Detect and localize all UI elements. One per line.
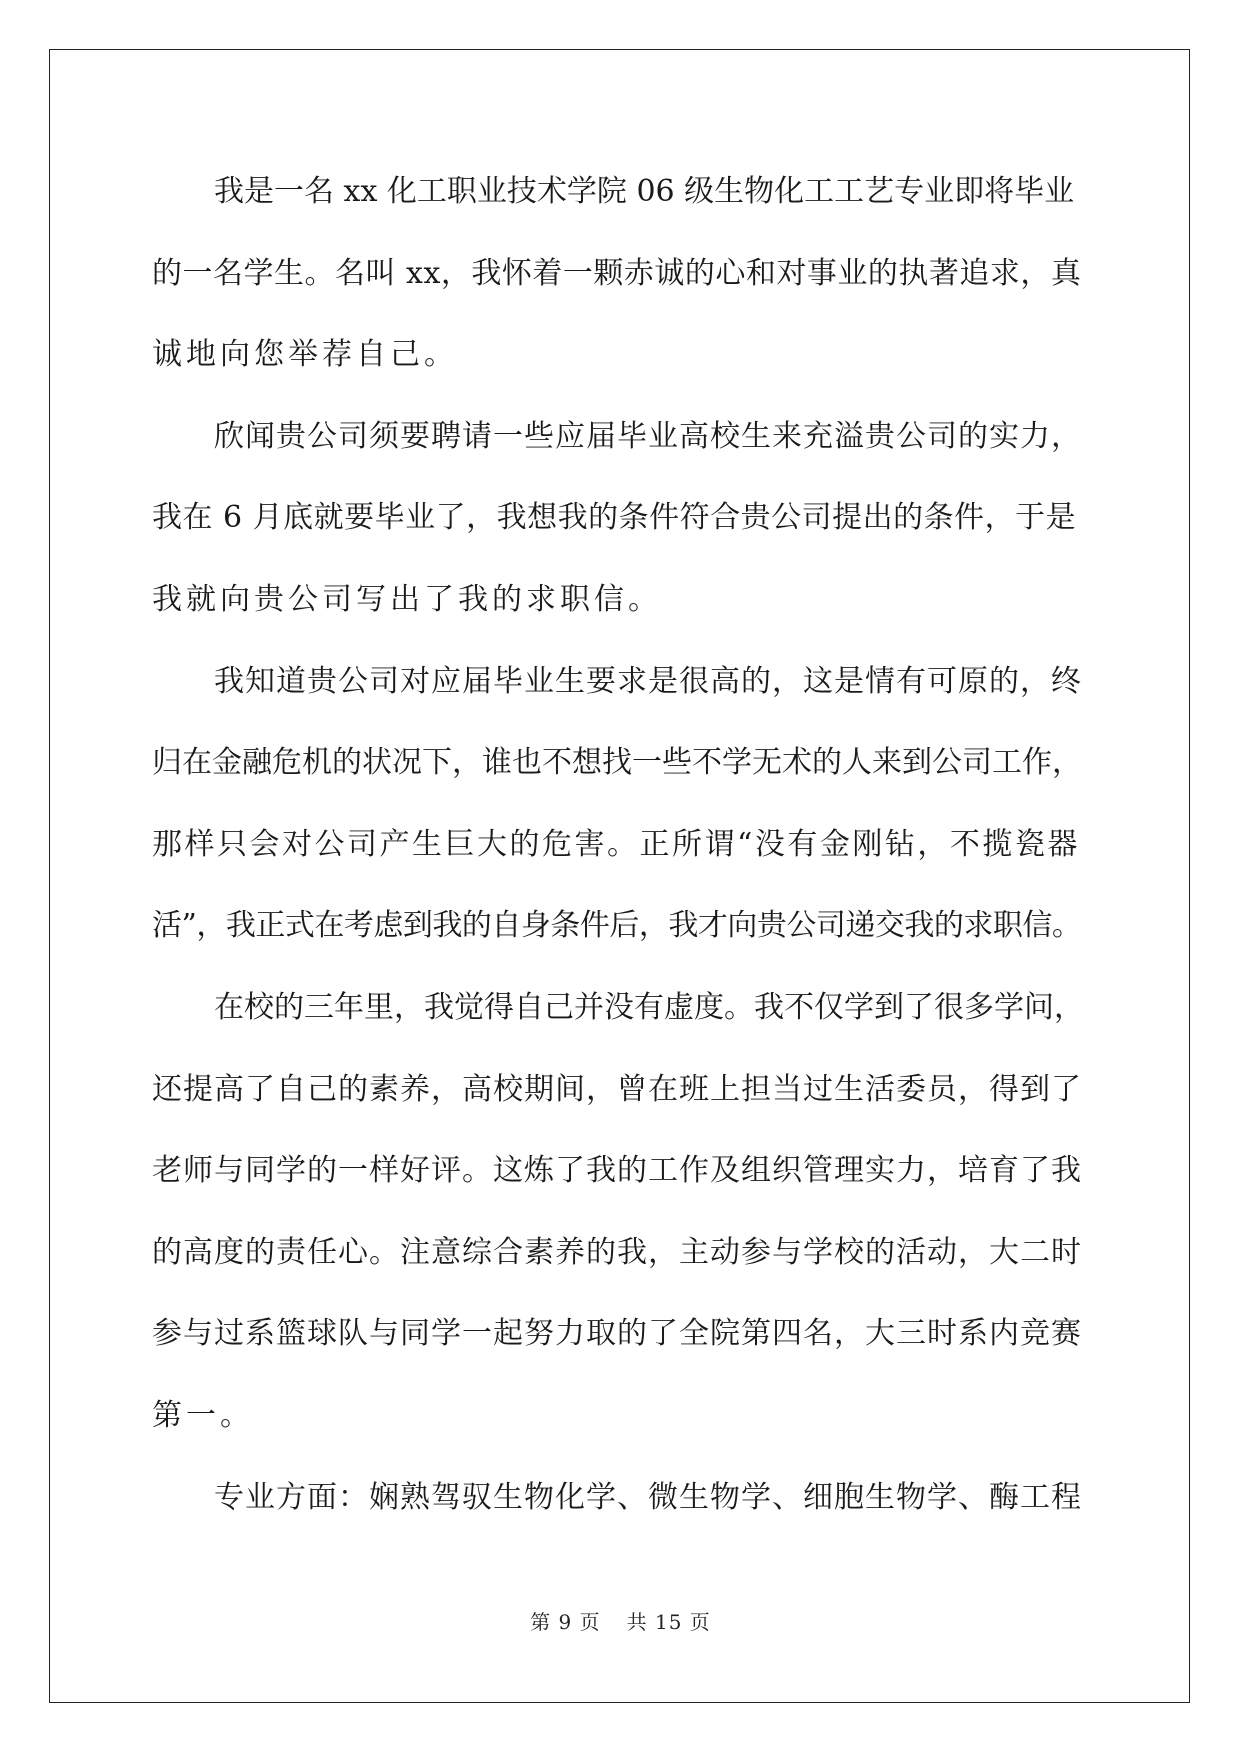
text-line: 专业方面：娴熟驾驭生物化学、微生物学、细胞生物学、酶工程 [214,1479,1082,1515]
document-body [152,160,1088,1547]
page-footer [0,1606,1241,1635]
text-line: 归在金融危机的状况下，谁也不想找一些不学无术的人来到公司工作， [152,745,1082,781]
text-line: 诚地向您举荐自己。 [152,337,458,373]
text-line: 第一。 [152,1397,254,1433]
text-line: 参与过系篮球队与同学一起努力取的了全院第四名，大三时系内竞赛 [152,1316,1082,1352]
text-line: 我在 6 月底就要毕业了，我想我的条件符合贵公司提出的条件，于是 [152,500,1077,536]
text-line: 欣闻贵公司须要聘请一些应届毕业高校生来充溢贵公司的实力， [214,418,1082,454]
page-number-current: 第 9 页 [530,1610,601,1634]
text-line: 在校的三年里，我觉得自己并没有虚度。我不仅学到了很多学问， [214,989,1084,1025]
page-number-total: 共 15 页 [626,1610,711,1634]
text-line: 的高度的责任心。注意综合素养的我，主动参与学校的活动，大二时 [152,1234,1082,1270]
text-line: 活”，我正式在考虑到我的自身条件后，我才向贵公司递交我的求职信。 [152,908,1082,944]
text-line: 我就向贵公司写出了我的求职信。 [152,581,662,617]
text-line: 我是一名 xx 化工职业技术学院 06 级生物化工工艺专业即将毕业 [214,174,1075,209]
text-line: 的一名学生。名叫 xx，我怀着一颗赤诚的心和对事业的执著追求，真 [152,255,1082,291]
text-line: 还提高了自己的素养，高校期间，曾在班上担当过生活委员，得到了 [152,1071,1082,1107]
text-line: 那样只会对公司产生巨大的危害。正所谓“没有金刚钻，不揽瓷器 [152,826,1080,862]
text-line: 老师与同学的一样好评。这炼了我的工作及组织管理实力，培育了我 [152,1153,1082,1189]
text-line: 我知道贵公司对应届毕业生要求是很高的，这是情有可原的，终 [214,663,1082,699]
